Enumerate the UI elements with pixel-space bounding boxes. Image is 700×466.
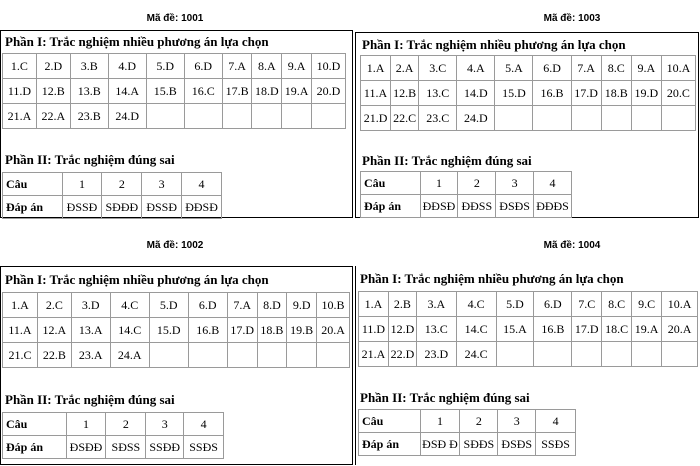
part2-title: Phần II: Trắc nghiệm đúng sai	[360, 390, 530, 405]
part2-title: Phần II: Trắc nghiệm đúng sai	[5, 152, 175, 167]
mc-answer-cell: 24.D	[457, 106, 495, 131]
mc-answer-cell: 8.A	[252, 54, 282, 79]
mc-answer-cell: 24.C	[456, 342, 496, 367]
tf-answer-cell: ĐĐĐS	[534, 195, 572, 218]
mc-answer-cell: 3.A	[416, 292, 456, 317]
tf-question-number: 1	[420, 410, 460, 433]
tf-answer-table	[2, 412, 224, 459]
mc-empty-cell	[257, 343, 287, 368]
mc-answer-cell: 20.D	[312, 79, 346, 104]
mc-answer-table	[2, 53, 346, 129]
mc-empty-cell	[572, 342, 602, 367]
tf-answer-cell: ĐĐSĐ	[420, 195, 458, 218]
mc-empty-cell	[534, 342, 572, 367]
tf-question-row	[359, 410, 576, 433]
mc-empty-cell	[282, 104, 312, 129]
mc-answer-cell: 13.C	[416, 317, 456, 342]
mc-answer-cell: 16.B	[533, 81, 571, 106]
tf-answer-row	[359, 433, 576, 456]
mc-empty-cell	[312, 104, 346, 129]
exam-code-1003: Mã đề: 1003	[543, 13, 601, 24]
mc-answer-cell: 14.C	[456, 317, 496, 342]
tf-question-label: Câu	[3, 173, 63, 196]
mc-answer-cell: 1.A	[3, 293, 38, 318]
mc-empty-cell	[601, 106, 631, 131]
mc-row-3	[359, 342, 698, 367]
mc-answer-cell: 15.D	[149, 318, 188, 343]
mc-answer-cell: 13.B	[70, 79, 108, 104]
tf-answer-cell: SSĐS	[184, 436, 224, 459]
tf-answer-label: Đáp án	[359, 433, 421, 456]
mc-answer-cell: 9.A	[631, 56, 661, 81]
mc-answer-cell: 10.A	[662, 292, 698, 317]
tf-answer-row	[3, 436, 224, 459]
mc-answer-cell: 11.D	[3, 79, 37, 104]
mc-empty-cell	[149, 343, 188, 368]
mc-answer-cell: 3.C	[419, 56, 457, 81]
mc-answer-table	[358, 291, 698, 367]
tf-question-label: Câu	[3, 413, 67, 436]
mc-answer-cell: 19.D	[631, 81, 661, 106]
mc-row-1	[359, 292, 698, 317]
mc-answer-cell: 1.A	[359, 292, 389, 317]
tf-answer-cell: ĐSĐS	[496, 195, 534, 218]
mc-empty-cell	[631, 106, 661, 131]
mc-answer-cell: 12.B	[391, 81, 419, 106]
mc-answer-cell: 20.C	[661, 81, 695, 106]
mc-answer-cell: 13.A	[71, 318, 110, 343]
mc-empty-cell	[662, 342, 698, 367]
part2-title: Phần II: Trắc nghiệm đúng sai	[362, 153, 532, 168]
mc-answer-cell: 23.C	[419, 106, 457, 131]
mc-empty-cell	[533, 106, 571, 131]
mc-answer-cell: 6.D	[534, 292, 572, 317]
part1-title: Phần I: Trắc nghiệm nhiều phương án lựa chọn	[5, 34, 269, 49]
mc-answer-cell: 5.D	[149, 293, 188, 318]
mc-answer-cell: 17.D	[572, 317, 602, 342]
tf-answer-cell: SĐSS	[106, 436, 146, 459]
tf-question-number: 1	[420, 172, 458, 195]
answer-panel-1002	[0, 266, 353, 465]
mc-answer-cell: 24.D	[108, 104, 146, 129]
part2-title: Phần II: Trắc nghiệm đúng sai	[5, 392, 175, 407]
mc-answer-cell: 18.C	[602, 317, 632, 342]
mc-answer-cell: 12.D	[388, 317, 416, 342]
mc-answer-cell: 2.D	[36, 54, 70, 79]
mc-answer-cell: 6.D	[533, 56, 571, 81]
mc-answer-cell: 16.B	[534, 317, 572, 342]
tf-answer-cell: SĐĐĐ	[102, 196, 142, 219]
answer-panel-1004	[355, 266, 700, 465]
mc-answer-cell: 8.C	[602, 292, 632, 317]
tf-answer-cell: SSĐS	[536, 433, 576, 456]
tf-answer-cell: ĐSĐĐ	[66, 436, 106, 459]
answer-panel-1001	[0, 30, 353, 218]
exam-code-1004: Mã đề: 1004	[543, 240, 601, 251]
tf-question-row	[3, 173, 222, 196]
mc-answer-cell: 17.B	[222, 79, 252, 104]
tf-question-row	[361, 172, 572, 195]
mc-answer-cell: 10.D	[312, 54, 346, 79]
mc-answer-cell: 8.C	[601, 56, 631, 81]
mc-answer-cell: 17.D	[227, 318, 257, 343]
mc-answer-cell: 7.A	[227, 293, 257, 318]
tf-answer-cell: ĐSĐ Đ	[420, 433, 460, 456]
tf-question-number: 3	[142, 173, 182, 196]
mc-answer-cell: 20.A	[317, 318, 350, 343]
tf-answer-cell: ĐSSĐ	[142, 196, 182, 219]
mc-answer-cell: 23.A	[71, 343, 110, 368]
tf-question-number: 4	[534, 172, 572, 195]
mc-answer-cell: 18.B	[257, 318, 287, 343]
tf-answer-cell: SSĐĐ	[146, 436, 184, 459]
mc-answer-cell: 18.B	[601, 81, 631, 106]
mc-answer-cell: 14.D	[457, 81, 495, 106]
mc-answer-cell: 15.B	[146, 79, 184, 104]
mc-answer-cell: 13.C	[419, 81, 457, 106]
exam-code-1002: Mã đề: 1002	[146, 240, 204, 251]
tf-question-row	[3, 413, 224, 436]
tf-question-number: 1	[62, 173, 102, 196]
mc-answer-cell: 21.A	[359, 342, 389, 367]
mc-answer-cell: 15.D	[495, 81, 533, 106]
tf-answer-label: Đáp án	[3, 196, 63, 219]
tf-answer-table	[2, 172, 222, 219]
mc-answer-cell: 16.B	[188, 318, 227, 343]
mc-answer-cell: 2.A	[391, 56, 419, 81]
tf-question-number: 3	[496, 172, 534, 195]
tf-question-number: 4	[184, 413, 224, 436]
mc-row-1	[3, 293, 350, 318]
mc-answer-cell: 5.D	[146, 54, 184, 79]
tf-answer-row	[3, 196, 222, 219]
mc-empty-cell	[188, 343, 227, 368]
tf-answer-cell: ĐSSĐ	[62, 196, 102, 219]
mc-row-1	[3, 54, 346, 79]
mc-answer-cell: 5.A	[495, 56, 533, 81]
mc-empty-cell	[227, 343, 257, 368]
mc-row-3	[3, 104, 346, 129]
tf-question-number: 3	[146, 413, 184, 436]
tf-answer-label: Đáp án	[3, 436, 67, 459]
mc-empty-cell	[495, 106, 533, 131]
mc-row-2	[361, 81, 696, 106]
part1-title: Phần I: Trắc nghiệm nhiều phương án lựa chọn	[360, 271, 624, 286]
mc-empty-cell	[496, 342, 534, 367]
mc-empty-cell	[287, 343, 317, 368]
mc-answer-cell: 20.A	[662, 317, 698, 342]
exam-code-1001: Mã đề: 1001	[146, 13, 204, 24]
tf-answer-cell: ĐSĐS	[498, 433, 536, 456]
mc-answer-cell: 4.C	[456, 292, 496, 317]
tf-question-number: 1	[66, 413, 106, 436]
mc-answer-cell: 24.A	[110, 343, 149, 368]
part1-title: Phần I: Trắc nghiệm nhiều phương án lựa chọn	[362, 37, 626, 52]
tf-answer-cell: SĐĐS	[460, 433, 498, 456]
mc-answer-table	[360, 55, 696, 131]
mc-answer-cell: 19.B	[287, 318, 317, 343]
mc-answer-cell: 18.D	[252, 79, 282, 104]
mc-answer-cell: 14.A	[108, 79, 146, 104]
mc-answer-cell: 2.B	[388, 292, 416, 317]
mc-row-2	[3, 318, 350, 343]
mc-answer-cell: 7.C	[572, 292, 602, 317]
tf-answer-table	[360, 171, 572, 218]
tf-answer-row	[361, 195, 572, 218]
mc-answer-cell: 7.A	[571, 56, 601, 81]
mc-answer-cell: 4.D	[108, 54, 146, 79]
mc-answer-cell: 12.A	[37, 318, 71, 343]
tf-question-number: 3	[498, 410, 536, 433]
mc-answer-cell: 19.A	[632, 317, 662, 342]
mc-answer-cell: 21.D	[361, 106, 391, 131]
mc-row-2	[3, 79, 346, 104]
mc-answer-cell: 2.C	[37, 293, 71, 318]
mc-row-2	[359, 317, 698, 342]
mc-answer-cell: 1.A	[361, 56, 391, 81]
mc-answer-cell: 6.D	[188, 293, 227, 318]
mc-empty-cell	[184, 104, 222, 129]
mc-answer-cell: 22.A	[36, 104, 70, 129]
mc-answer-cell: 9.D	[287, 293, 317, 318]
mc-empty-cell	[571, 106, 601, 131]
tf-question-label: Câu	[359, 410, 421, 433]
mc-answer-table	[2, 292, 350, 368]
mc-answer-cell: 19.A	[282, 79, 312, 104]
mc-empty-cell	[317, 343, 350, 368]
mc-empty-cell	[222, 104, 252, 129]
mc-answer-cell: 11.A	[3, 318, 38, 343]
mc-answer-cell: 11.D	[359, 317, 389, 342]
mc-empty-cell	[252, 104, 282, 129]
mc-answer-cell: 23.B	[70, 104, 108, 129]
mc-answer-cell: 21.A	[3, 104, 37, 129]
tf-answer-cell: ĐĐSĐ	[182, 196, 222, 219]
mc-answer-cell: 23.D	[416, 342, 456, 367]
mc-empty-cell	[602, 342, 632, 367]
mc-answer-cell: 7.A	[222, 54, 252, 79]
tf-question-label: Câu	[361, 172, 421, 195]
mc-answer-cell: 16.C	[184, 79, 222, 104]
mc-row-3	[3, 343, 350, 368]
mc-empty-cell	[146, 104, 184, 129]
tf-question-number: 2	[102, 173, 142, 196]
mc-answer-cell: 10.A	[661, 56, 695, 81]
mc-answer-cell: 11.A	[361, 81, 391, 106]
tf-question-number: 2	[106, 413, 146, 436]
mc-answer-cell: 9.C	[632, 292, 662, 317]
mc-answer-cell: 3.D	[71, 293, 110, 318]
mc-empty-cell	[661, 106, 695, 131]
mc-answer-cell: 8.D	[257, 293, 287, 318]
answer-panel-1003	[355, 32, 699, 218]
mc-answer-cell: 17.D	[571, 81, 601, 106]
mc-answer-cell: 9.A	[282, 54, 312, 79]
tf-answer-table	[358, 409, 576, 456]
mc-answer-cell: 22.D	[388, 342, 416, 367]
mc-answer-cell: 4.A	[457, 56, 495, 81]
mc-answer-cell: 22.C	[391, 106, 419, 131]
mc-answer-cell: 15.A	[496, 317, 534, 342]
mc-empty-cell	[632, 342, 662, 367]
mc-answer-cell: 3.B	[70, 54, 108, 79]
tf-question-number: 4	[182, 173, 222, 196]
tf-question-number: 4	[536, 410, 576, 433]
tf-question-number: 2	[460, 410, 498, 433]
tf-answer-label: Đáp án	[361, 195, 421, 218]
mc-answer-cell: 21.C	[3, 343, 38, 368]
mc-row-3	[361, 106, 696, 131]
mc-answer-cell: 1.C	[3, 54, 37, 79]
mc-answer-cell: 14.C	[110, 318, 149, 343]
mc-answer-cell: 6.D	[184, 54, 222, 79]
mc-answer-cell: 4.C	[110, 293, 149, 318]
tf-question-number: 2	[458, 172, 496, 195]
mc-row-1	[361, 56, 696, 81]
tf-answer-cell: ĐĐSS	[458, 195, 496, 218]
part1-title: Phần I: Trắc nghiệm nhiều phương án lựa chọn	[5, 272, 269, 287]
mc-answer-cell: 22.B	[37, 343, 71, 368]
mc-answer-cell: 10.B	[317, 293, 350, 318]
mc-answer-cell: 5.D	[496, 292, 534, 317]
mc-answer-cell: 12.B	[36, 79, 70, 104]
